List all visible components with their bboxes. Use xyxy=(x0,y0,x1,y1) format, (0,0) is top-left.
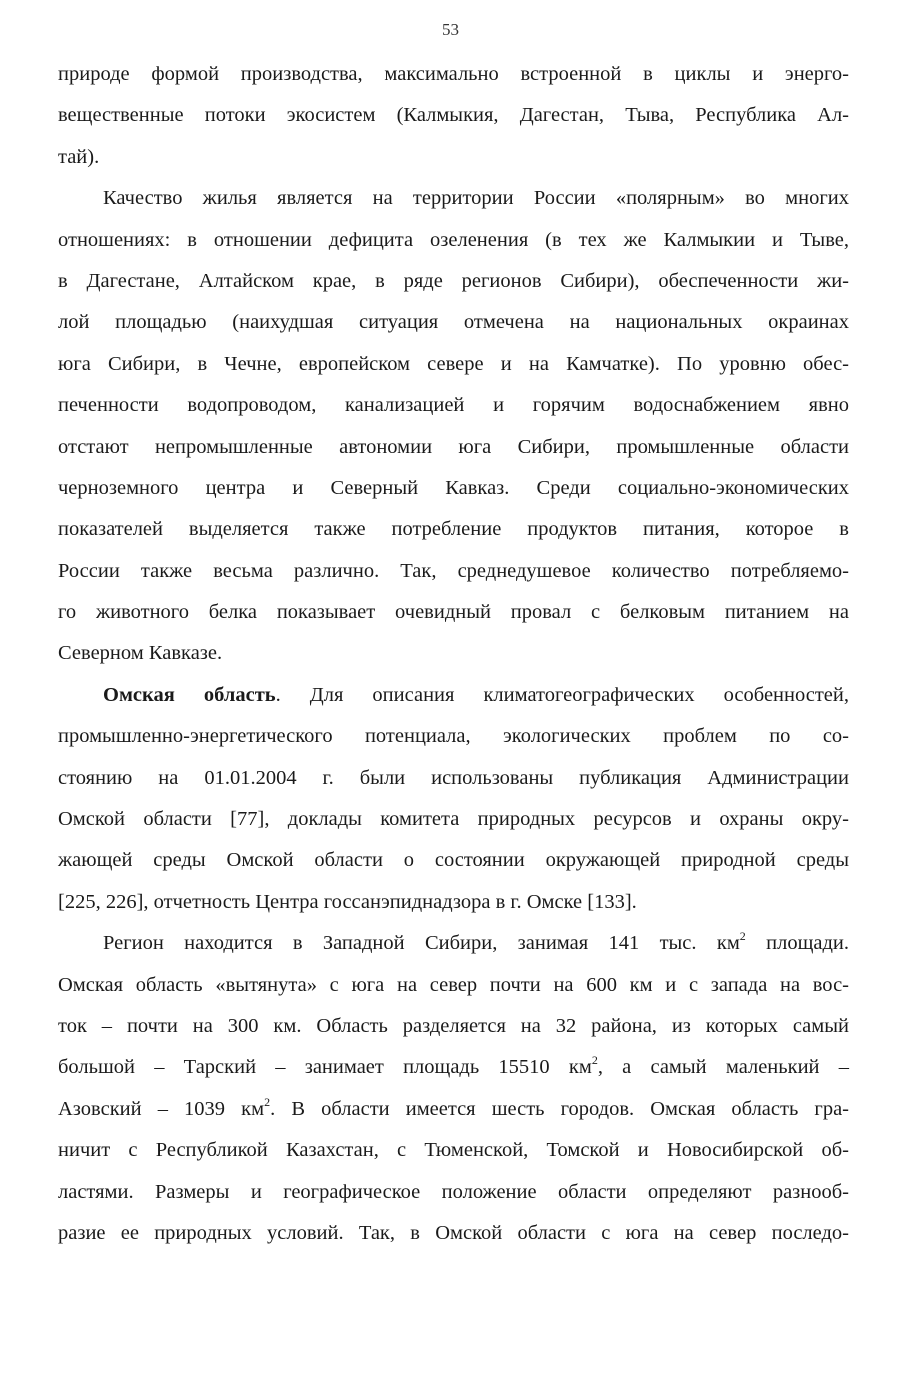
text-run: большой – Тарский – занимает площадь 15510 км xyxy=(58,1056,592,1079)
text-line: природе формой производства, максимально встроенной в циклы и энерго- xyxy=(58,63,849,85)
text-line xyxy=(58,1089,849,1130)
superscript: 2 xyxy=(264,1094,271,1109)
text-line: промышленно-энергетического потенциала, экологических проблем по со- xyxy=(58,725,849,748)
text-line: Омская область «вытянута» с юга на север почти на 600 км и с запада на вос- xyxy=(58,973,849,996)
text-line: Омской области [77], доклады комитета природных ресурсов и охраны окру- xyxy=(58,808,849,831)
text-run: , а самый маленький – xyxy=(597,1056,849,1079)
paragraph-4 xyxy=(58,923,849,1254)
text-line: юга Сибири, в Чечне, европейском севере и на Камчатке). По уровню обес- xyxy=(58,352,849,375)
text-line: в Дагестане, Алтайском крае, в ряде регионов Сибири), обеспеченности жи- xyxy=(58,269,849,292)
text-run: Азовский – 1039 км xyxy=(58,1097,265,1120)
text-run: Регион находится в Западной Сибири, занимая 141 тыс. км xyxy=(103,932,740,955)
superscript: 2 xyxy=(739,929,746,944)
text-line: разие ее природных условий. Так, в Омской области с юга на север последо- xyxy=(58,1221,849,1244)
page-number: 53 xyxy=(442,20,459,39)
text-line: го животного белка показывает очевидный провал с белковым питанием на xyxy=(58,601,849,624)
text-run: . Для описания климатогеографических особенностей, xyxy=(275,683,849,706)
text-line: [225, 226], отчетность Центра госсанэпиднадзора в г. Омске [133]. xyxy=(58,890,637,913)
text-line: показателей выделяется также потребление продуктов питания, которое в xyxy=(58,518,849,541)
text-line: Северном Кавказе. xyxy=(58,642,223,665)
paragraph-3 xyxy=(58,675,849,923)
text-line: жающей среды Омской области о состоянии окружающей природной среды xyxy=(58,849,849,872)
text-run: . В области имеется шесть городов. Омская область гра- xyxy=(270,1097,850,1120)
text-line xyxy=(58,923,849,964)
text-line: вещественные потоки экосистем (Калмыкия, Дагестан, Тыва, Республика Ал- xyxy=(58,104,849,127)
body-text xyxy=(58,54,849,1254)
text-line: России также весьма различно. Так, среднедушевое количество потребляемо- xyxy=(58,559,849,582)
text-line: Качество жилья является на территории России «полярным» во многих xyxy=(103,187,849,210)
text-line xyxy=(58,675,849,716)
superscript: 2 xyxy=(591,1053,598,1068)
paragraph-1 xyxy=(58,54,849,178)
text-run: площади. xyxy=(745,932,849,955)
text-line: ничит с Республикой Казахстан, с Тюменской, Томской и Новосибирской об- xyxy=(58,1139,849,1162)
section-heading: Омская область xyxy=(103,683,276,706)
text-line: ластями. Размеры и географическое положение области определяют разнооб- xyxy=(58,1180,849,1203)
paragraph-2 xyxy=(58,178,849,675)
text-line: черноземного центра и Северный Кавказ. Среди социально-экономических xyxy=(58,476,849,499)
text-line: отношениях: в отношении дефицита озеленения (в тех же Калмыкии и Тыве, xyxy=(58,228,849,251)
text-line: отстают непромышленные автономии юга Сибири, промышленные области xyxy=(58,435,849,458)
text-line: лой площадью (наихудшая ситуация отмечена на национальных окраинах xyxy=(58,311,849,334)
text-line: тай). xyxy=(58,145,100,168)
text-line: печенности водопроводом, канализацией и горячим водоснабжением явно xyxy=(58,394,849,417)
text-line: стоянию на 01.01.2004 г. были использованы публикация Администрации xyxy=(58,766,849,789)
text-line: ток – почти на 300 км. Область разделяется на 32 района, из которых самый xyxy=(58,1014,849,1037)
text-line xyxy=(58,1047,849,1088)
